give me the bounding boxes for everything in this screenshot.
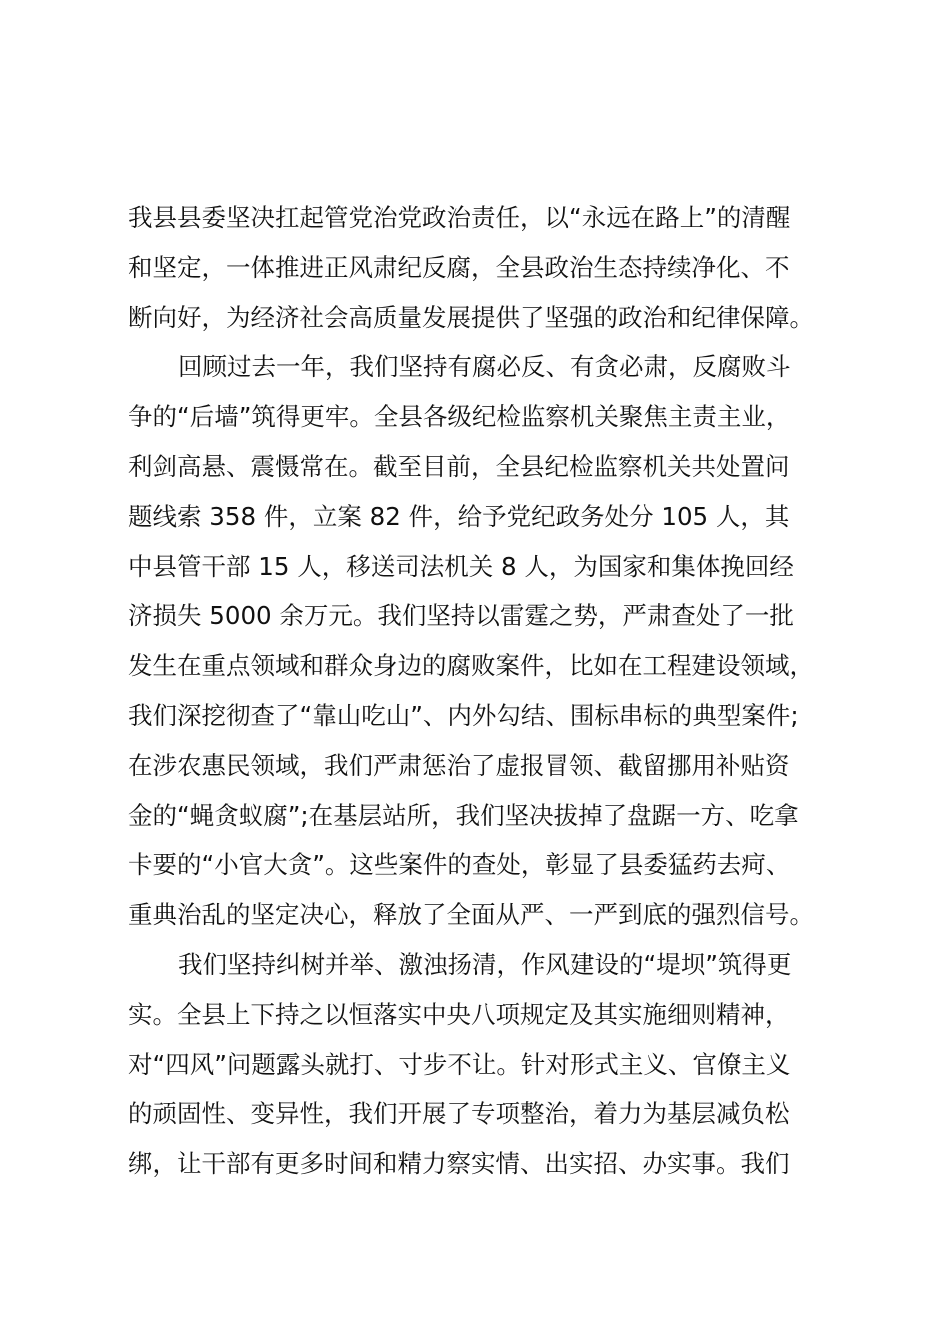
text-line: 争的“后墙”筑得更牢。全县各级纪检监察机关聚焦主责主业，: [128, 402, 791, 432]
text-line: 实。全县上下持之以恒落实中央八项规定及其实施细则精神，: [128, 999, 790, 1029]
body-text: [128, 193, 828, 1189]
text-line: 的顽固性、变异性，我们开展了专项整治，着力为基层减负松: [128, 1099, 790, 1129]
text-line: 我们深挖彻查了“靠山吃山”、内外勾结、围标串标的典型案件;: [128, 700, 799, 730]
text-line: 金的“蝇贪蚁腐”;在基层站所，我们坚决拔掉了盘踞一方、吃拿: [128, 800, 799, 830]
paragraph-start-line: 我们坚持纠树并举、激浊扬清，作风建设的“堤坝”筑得更: [178, 949, 792, 979]
text-line: 断向好，为经济社会高质量发展提供了坚强的政治和纪律保障。: [128, 302, 814, 332]
text-line: 在涉农惠民领域，我们严肃惩治了虚报冒领、截留挪用补贴资: [128, 750, 790, 780]
text-line: 和坚定，一体推进正风肃纪反腐，全县政治生态持续净化、不: [128, 252, 790, 282]
text-line: 重典治乱的坚定决心，释放了全面从严、一严到底的强烈信号。: [128, 900, 814, 930]
text-line: 中县管干部 15 人，移送司法机关 8 人，为国家和集体挽回经: [128, 551, 794, 581]
text-line: 卡要的“小官大贪”。这些案件的查处，彰显了县委猛药去疴、: [128, 850, 791, 880]
text-line: 发生在重点领域和群众身边的腐败案件，比如在工程建设领域，: [128, 651, 814, 681]
text-line: 我县县委坚决扛起管党治党政治责任，以“永远在路上”的清醒: [128, 203, 791, 232]
text-line: 济损失 5000 余万元。我们坚持以雷霆之势，严肃查处了一批: [128, 601, 794, 631]
text-line: 绑，让干部有更多时间和精力察实情、出实招、办实事。我们: [128, 1149, 790, 1179]
text-line: 题线索 358 件，立案 82 件，给予党纪政务处分 105 人，其: [128, 501, 790, 531]
paragraph-start-line: 回顾过去一年，我们坚持有腐必反、有贪必肃，反腐败斗: [178, 352, 791, 382]
text-line: 对“四风”问题露头就打、寸步不让。针对形式主义、官僚主义: [128, 1049, 791, 1079]
text-line: 利剑高悬、震慑常在。截至目前，全县纪检监察机关共处置问: [128, 451, 790, 481]
